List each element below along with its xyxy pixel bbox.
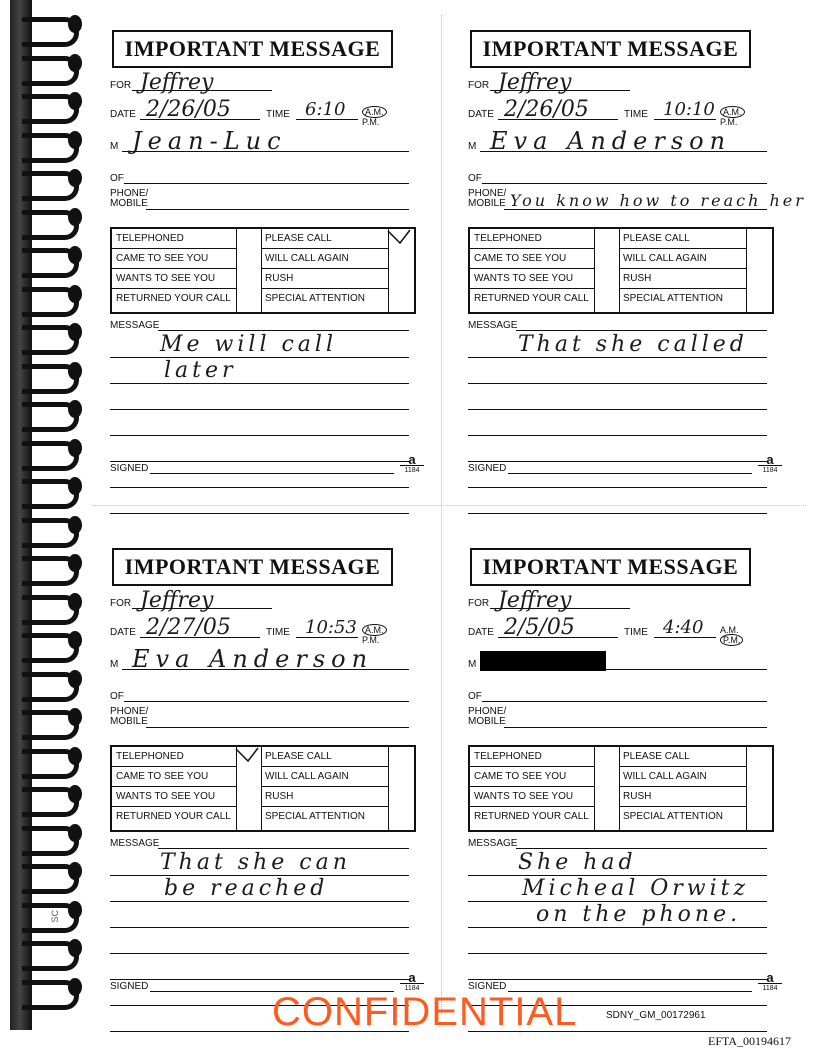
message-label: MESSAGE — [468, 838, 518, 849]
message-label: MESSAGE — [110, 320, 160, 331]
time-label: TIME — [624, 109, 648, 120]
spiral-ring — [22, 205, 82, 235]
of-label: OF — [468, 691, 482, 702]
time-label: TIME — [624, 627, 648, 638]
message-line: That she can — [160, 850, 351, 875]
for-value: Jeffrey — [140, 70, 214, 95]
spiral-ring — [22, 744, 82, 774]
am-pm — [362, 107, 387, 127]
time-value: 10:53 — [305, 617, 357, 638]
spiral-ring — [22, 628, 82, 658]
form-logo: a 1184 — [400, 973, 424, 994]
for-label: FOR — [468, 598, 490, 609]
message-label: MESSAGE — [110, 838, 160, 849]
am-label: A.M. — [362, 107, 387, 117]
for-value: Jeffrey — [498, 70, 572, 95]
grid-option-right: WILL CALL AGAIN — [261, 767, 388, 787]
confidential-stamp: CONFIDENTIAL — [272, 990, 578, 1034]
grid-option-left: CAME TO SEE YOU — [112, 249, 236, 269]
grid-option-right: WILL CALL AGAIN — [261, 249, 388, 269]
notebook-spiral — [0, 0, 92, 1030]
grid-option-right: WILL CALL AGAIN — [619, 249, 746, 269]
caller-value: Eva Anderson — [132, 645, 374, 673]
message-line: later — [164, 358, 237, 383]
grid-option-right: PLEASE CALL — [619, 747, 746, 767]
message-label: MESSAGE — [468, 320, 518, 331]
caller-value: Eva Anderson — [490, 127, 732, 155]
message-line: Micheal Orwitz — [522, 876, 750, 901]
grid-option-left: TELEPHONED — [470, 229, 594, 249]
spiral-ring — [22, 51, 82, 81]
spiral-ring — [22, 128, 82, 158]
date-value: 2/27/05 — [146, 615, 231, 640]
grid-option-right: RUSH — [619, 787, 746, 807]
message-slip-2 — [458, 15, 806, 480]
pm-label: P.M. — [720, 635, 743, 645]
grid-option-left: RETURNED YOUR CALL — [474, 293, 589, 304]
grid-option-left: CAME TO SEE YOU — [470, 249, 594, 269]
grid-option-left: WANTS TO SEE YOU — [470, 269, 594, 289]
date-label: DATE — [110, 627, 136, 638]
message-slip-3 — [100, 533, 428, 998]
spiral-ring — [22, 782, 82, 812]
grid-option-left: TELEPHONED — [470, 747, 594, 767]
m-label: M — [468, 141, 477, 152]
am-label: A.M. — [362, 625, 387, 635]
grid-option-right: SPECIAL ATTENTION — [623, 293, 724, 304]
message-slip-1 — [100, 15, 428, 480]
spiral-ring — [22, 859, 82, 889]
slip-title: IMPORTANT MESSAGE — [112, 548, 393, 586]
am-pm — [362, 625, 387, 645]
spiral-ring — [22, 166, 82, 196]
slip-title: IMPORTANT MESSAGE — [112, 30, 393, 68]
am-pm — [720, 107, 745, 127]
side-code: SC — [50, 910, 60, 923]
call-status-grid — [468, 227, 774, 314]
spiral-ring — [22, 513, 82, 543]
grid-option-right: PLEASE CALL — [619, 229, 746, 249]
spiral-ring — [22, 667, 82, 697]
slip-title: IMPORTANT MESSAGE — [470, 548, 751, 586]
time-label: TIME — [266, 627, 290, 638]
grid-option-left: WANTS TO SEE YOU — [112, 787, 236, 807]
grid-option-left: RETURNED YOUR CALL — [474, 811, 589, 822]
form-logo: a 1184 — [758, 455, 782, 476]
grid-option-right: SPECIAL ATTENTION — [265, 811, 366, 822]
check-mark-icon — [234, 746, 262, 764]
grid-option-left: RETURNED YOUR CALL — [116, 293, 231, 304]
grid-option-left: WANTS TO SEE YOU — [470, 787, 594, 807]
am-label: A.M. — [720, 625, 739, 635]
m-label: M — [110, 141, 119, 152]
spiral-ring — [22, 590, 82, 620]
date-label: DATE — [468, 627, 494, 638]
time-value: 4:40 — [663, 617, 704, 638]
caller-value: Jean-Luc — [132, 127, 287, 155]
message-line: She had — [518, 850, 637, 875]
for-label: FOR — [110, 80, 132, 91]
spiral-ring — [22, 320, 82, 350]
spiral-ring — [22, 89, 82, 119]
call-status-grid — [110, 745, 416, 832]
spiral-ring — [22, 397, 82, 427]
check-mark-icon — [386, 228, 414, 246]
for-value: Jeffrey — [140, 588, 214, 613]
phone-mobile-label: PHONE/ MOBILE — [110, 188, 149, 209]
grid-option-right: RUSH — [261, 787, 388, 807]
phone-mobile-label: PHONE/ MOBILE — [468, 706, 507, 727]
grid-option-right: RUSH — [619, 269, 746, 289]
for-label: FOR — [110, 598, 132, 609]
grid-option-right: RUSH — [261, 269, 388, 289]
date-label: DATE — [110, 109, 136, 120]
signed-label: SIGNED — [110, 463, 149, 474]
grid-option-left: WANTS TO SEE YOU — [112, 269, 236, 289]
spiral-ring — [22, 975, 82, 1005]
time-value: 10:10 — [663, 99, 715, 120]
spiral-ring — [22, 474, 82, 504]
grid-option-left: TELEPHONED — [112, 747, 236, 767]
spiral-ring — [22, 936, 82, 966]
spiral-ring — [22, 12, 82, 42]
pm-label: P.M. — [362, 635, 380, 645]
pm-label: P.M. — [720, 117, 738, 127]
spiral-ring — [22, 705, 82, 735]
m-label: M — [110, 659, 119, 670]
date-value: 2/5/05 — [504, 615, 575, 640]
signed-label: SIGNED — [468, 981, 507, 992]
of-label: OF — [110, 173, 124, 184]
message-slip-4 — [458, 533, 786, 998]
efta-number: EFTA_00194617 — [708, 1034, 792, 1048]
grid-option-left: CAME TO SEE YOU — [470, 767, 594, 787]
spiral-ring — [22, 821, 82, 851]
call-status-grid — [468, 745, 774, 832]
slip-title: IMPORTANT MESSAGE — [470, 30, 751, 68]
call-status-grid — [110, 227, 416, 314]
form-logo: a 1184 — [400, 455, 424, 476]
date-value: 2/26/05 — [146, 97, 231, 122]
message-line: be reached — [164, 876, 329, 901]
time-value: 6:10 — [305, 99, 346, 120]
for-label: FOR — [468, 80, 490, 91]
spiral-ring — [22, 551, 82, 581]
grid-option-left: RETURNED YOUR CALL — [116, 811, 231, 822]
for-value: Jeffrey — [498, 588, 572, 613]
phone-value: You know how to reach her — [510, 191, 806, 210]
phone-mobile-label: PHONE/ MOBILE — [110, 706, 149, 727]
message-line: Me will call — [160, 332, 337, 357]
am-pm — [720, 625, 743, 645]
bates-number: SDNY_GM_00172961 — [606, 1010, 706, 1021]
spiral-ring — [22, 436, 82, 466]
signed-label: SIGNED — [110, 981, 149, 992]
phone-mobile-label: PHONE/ MOBILE — [468, 188, 507, 209]
grid-option-right: PLEASE CALL — [261, 229, 388, 249]
redaction-box — [480, 651, 606, 671]
of-label: OF — [110, 691, 124, 702]
spiral-ring — [22, 359, 82, 389]
grid-option-right: WILL CALL AGAIN — [619, 767, 746, 787]
date-label: DATE — [468, 109, 494, 120]
time-label: TIME — [266, 109, 290, 120]
form-logo: a 1184 — [758, 973, 782, 994]
m-label: M — [468, 659, 477, 670]
vertical-perforation — [441, 15, 442, 1015]
grid-option-right: SPECIAL ATTENTION — [623, 811, 724, 822]
date-value: 2/26/05 — [504, 97, 589, 122]
spiral-ring — [22, 282, 82, 312]
am-label: A.M. — [720, 107, 745, 117]
pm-label: P.M. — [362, 117, 380, 127]
spiral-ring — [22, 243, 82, 273]
grid-option-left: CAME TO SEE YOU — [112, 767, 236, 787]
message-line: on the phone. — [536, 902, 742, 927]
grid-option-left: TELEPHONED — [112, 229, 236, 249]
signed-label: SIGNED — [468, 463, 507, 474]
grid-option-right: SPECIAL ATTENTION — [265, 293, 366, 304]
message-line: That she called — [518, 332, 748, 357]
of-label: OF — [468, 173, 482, 184]
horizontal-perforation — [92, 505, 806, 506]
grid-option-right: PLEASE CALL — [261, 747, 388, 767]
